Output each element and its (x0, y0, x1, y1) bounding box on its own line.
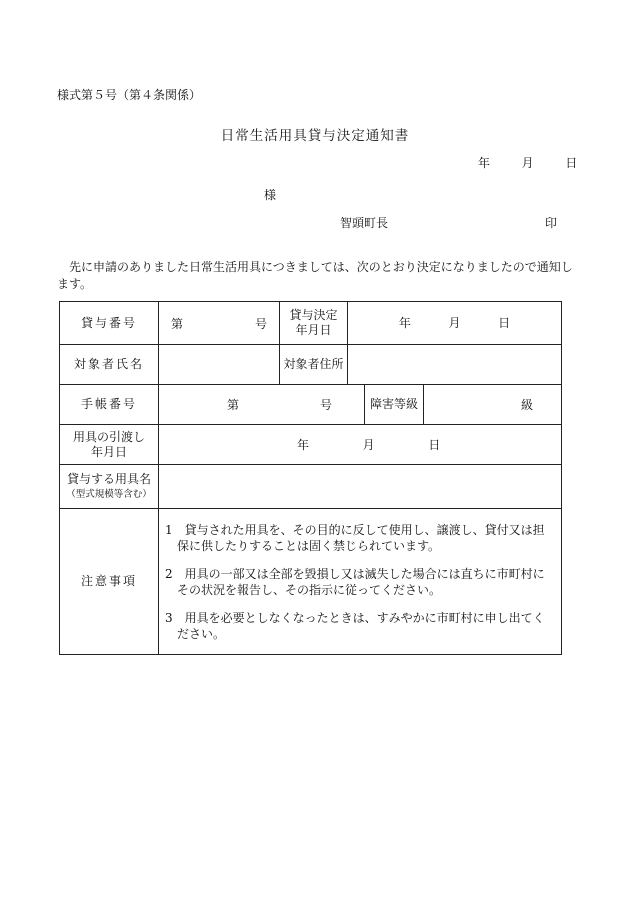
item-name-label-line1: 貸与する用具名 (66, 471, 151, 486)
loan-number-suffix: 号 (254, 316, 267, 331)
grade-suffix: 級 (520, 398, 533, 412)
subject-name-field (159, 345, 280, 385)
issue-date-year: 年 (478, 156, 491, 170)
table-row (60, 509, 562, 655)
delivery-date-field (159, 425, 562, 465)
delivery-year: 年 (297, 438, 310, 452)
disability-grade-label: 障害等級 (365, 385, 424, 425)
note-item: 2 用具の一部又は全部を毀損し又は滅失した場合には直ちに市町村にその状況を報告し、その指示に従ってください。 (165, 566, 545, 597)
table-row (60, 465, 562, 509)
delivery-date-label (60, 425, 159, 465)
delivery-date-label-line2: 年月日 (90, 444, 127, 459)
seal-mark: 印 (545, 216, 558, 230)
item-name-label (60, 465, 159, 509)
note-item: 1 貸与された用具を、その目的に反して使用し、譲渡し、貸付又は担保に供したりすることは固く禁じられています。 (165, 522, 545, 553)
table-row (60, 302, 562, 345)
decision-date-field (348, 302, 562, 345)
note-item: 3 用具を必要としなくなったときは、すみやかに市町村に申し出てください。 (165, 610, 545, 641)
document-title: 日常生活用具貸与決定通知書 (220, 128, 410, 144)
subject-name-label: 対象者氏名 (60, 345, 159, 385)
decision-day: 日 (498, 315, 511, 330)
issue-date-month: 月 (521, 156, 534, 170)
loan-number-field (159, 302, 280, 345)
handbook-number-field (159, 385, 365, 425)
item-name-field (159, 465, 562, 509)
handbook-number-label: 手帳番号 (60, 385, 159, 425)
addressee-suffix: 様 (264, 188, 277, 202)
item-name-label-line2: （型式規模等含む） (66, 488, 152, 500)
handbook-prefix: 第 (227, 398, 240, 412)
intro-text: 先に申請のありました日常生活用具につきましては、次のとおり決定になりましたので通知します。 (57, 260, 573, 291)
issue-date (478, 154, 577, 171)
handbook-suffix: 号 (319, 398, 332, 412)
decision-month: 月 (448, 315, 461, 330)
table-row (60, 345, 562, 385)
delivery-month: 月 (362, 438, 375, 452)
delivery-date-label-line1: 用具の引渡し (72, 429, 145, 444)
subject-address-label: 対象者住所 (280, 345, 348, 385)
decision-date-label-line1: 貸与決定 (289, 308, 338, 322)
loan-number-label: 貸与番号 (60, 302, 159, 345)
disability-grade-field (424, 385, 562, 425)
notes-label: 注意事項 (60, 509, 159, 655)
subject-address-field (348, 345, 562, 385)
delivery-day: 日 (428, 438, 441, 452)
issue-date-day: 日 (565, 156, 578, 170)
decision-date-label-line2: 年月日 (295, 323, 332, 337)
notes-list (159, 509, 562, 655)
loan-number-prefix: 第 (171, 316, 184, 331)
issuer-name: 智頭町長 (340, 216, 389, 230)
form-number: 様式第５号（第４条関係） (57, 88, 202, 102)
notice-table (59, 301, 562, 655)
table-row (60, 425, 562, 465)
decision-year: 年 (398, 315, 411, 330)
decision-date-label (280, 302, 348, 345)
table-row (60, 385, 562, 425)
